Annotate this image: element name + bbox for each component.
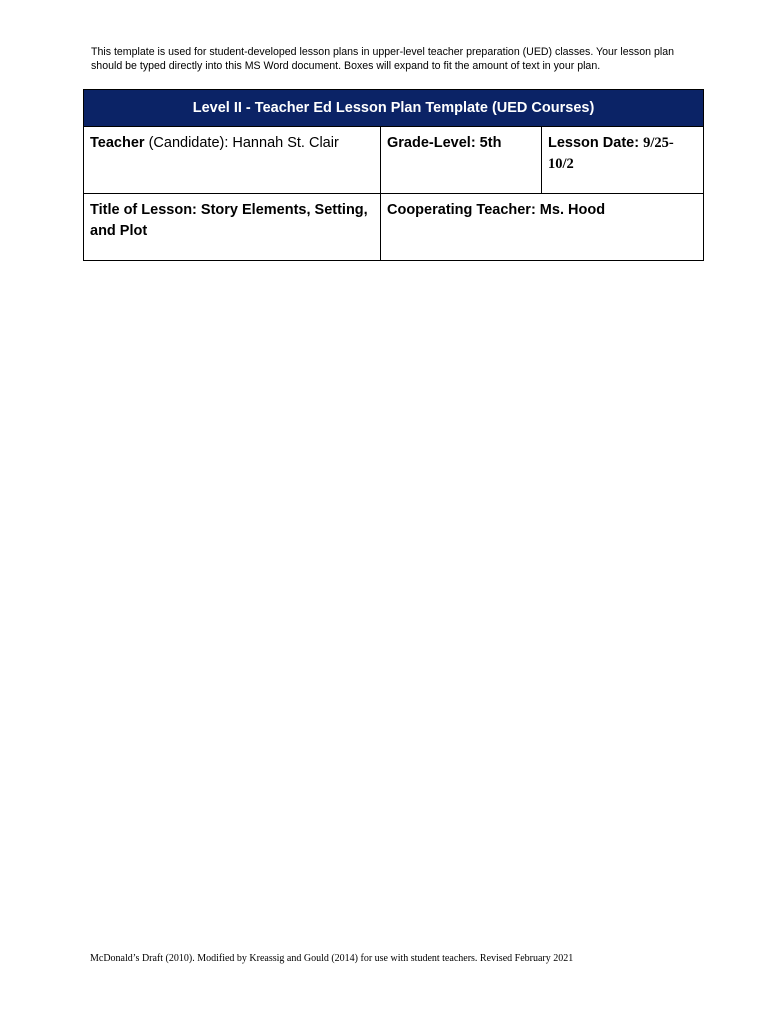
teacher-cell	[84, 127, 381, 194]
teacher-value: (Candidate): Hannah St. Clair	[148, 135, 339, 151]
teacher-label: Teacher	[90, 135, 145, 151]
cooperating-teacher-cell: Cooperating Teacher: Ms. Hood	[381, 194, 704, 261]
intro-text: This template is used for student-developed lesson plans in upper-level teacher preparation (UED) classes. Your lesson plan should be typed directly into this MS Word document. Boxes will expand to fit the amount of text in your plan.	[91, 46, 674, 72]
grade-level-cell: Grade-Level: 5th	[381, 127, 542, 194]
lesson-date-cell	[542, 127, 704, 194]
lesson-date-label: Lesson Date:	[548, 135, 644, 151]
footer-text: McDonald’s Draft (2010). Modified by Kreassig and Gould (2014) for use with student teachers. Revised February 2021	[90, 953, 574, 964]
lesson-date-value: 9/25-10/2	[548, 135, 674, 172]
lesson-plan-table	[83, 89, 704, 261]
lesson-title-cell: Title of Lesson: Story Elements, Setting, and Plot	[84, 194, 381, 261]
table-title: Level II - Teacher Ed Lesson Plan Template (UED Courses)	[84, 90, 704, 127]
